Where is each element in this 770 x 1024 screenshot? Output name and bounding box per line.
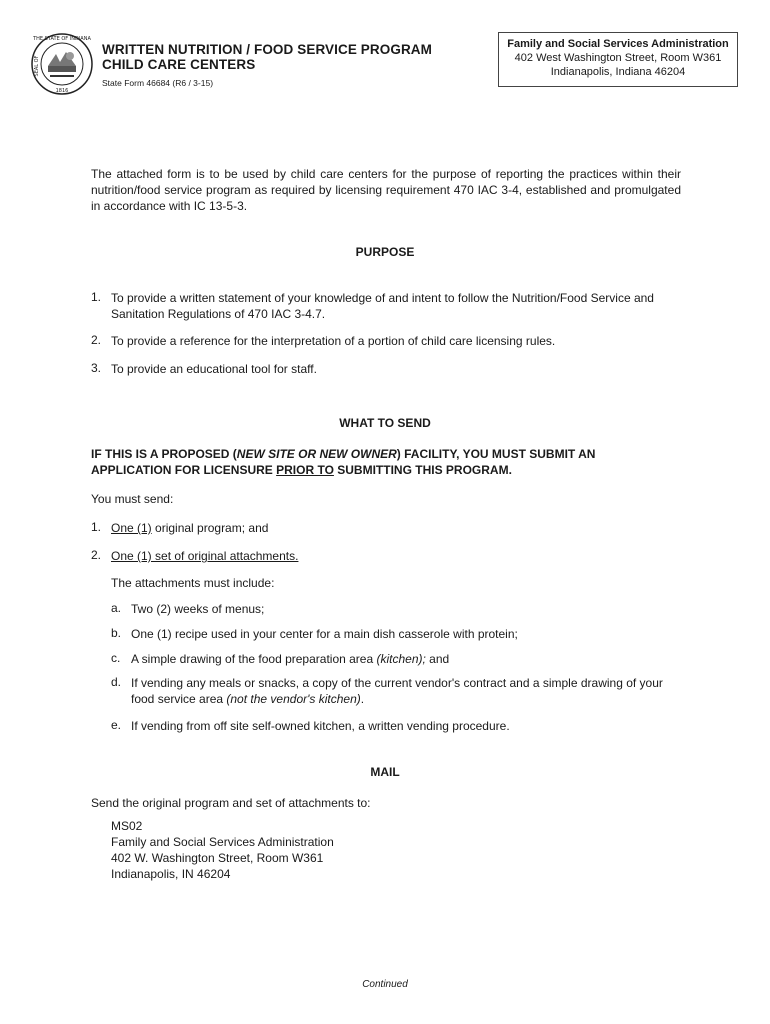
continued-label: Continued: [362, 979, 408, 990]
purpose-item-text: To provide a written statement of your knowledge of and intent to follow the Nutrition/Food Service and Sanitation Regulations of 470 IAC 3-4.7.: [111, 291, 654, 321]
title-line-1: WRITTEN NUTRITION / FOOD SERVICE PROGRAM: [102, 42, 433, 57]
mail-address-line: MS02: [111, 819, 143, 833]
send-item-text: One (1) original program; and: [111, 521, 269, 535]
notice-line2-underlined: PRIOR TO: [276, 463, 334, 477]
attachments-intro: The attachments must include:: [111, 576, 275, 590]
agency-address-box: [498, 32, 738, 87]
attachment-letter: c.: [111, 651, 121, 665]
mail-address-line: 402 W. Washington Street, Room W361: [111, 851, 324, 865]
attachment-text: Two (2) weeks of menus;: [131, 602, 265, 616]
purpose-item-text: To provide a reference for the interpretation of a portion of child care licensing rules.: [111, 334, 556, 348]
attachment-letter: a.: [111, 601, 122, 615]
attachment-letter: b.: [111, 626, 122, 640]
mail-heading: MAIL: [370, 765, 400, 779]
attachment-letter: e.: [111, 718, 122, 732]
form-title: [102, 42, 432, 72]
intro-paragraph: The attached form is to be used by child care centers for the purpose of reporting the practices within their nutrition/food service program as required by licensing requirement 470 IAC 3-4, established and promulgated in accordance with IC 13-5-3.: [91, 167, 681, 213]
notice-italic: NEW SITE OR NEW OWNER: [236, 447, 397, 461]
mail-address-line: Family and Social Services Administration: [111, 835, 334, 849]
state-seal-logo: [30, 32, 94, 96]
attachment-text: A simple drawing of the food preparation area (kitchen); and: [131, 652, 450, 666]
attachment-text: One (1) recipe used in your center for a main dish casserole with protein;: [131, 627, 518, 641]
purpose-item-number: 1.: [91, 290, 102, 304]
agency-street: 402 West Washington Street, Room W361: [514, 52, 722, 64]
svg-text:SEAL OF: SEAL OF: [34, 55, 40, 77]
svg-text:1816: 1816: [55, 88, 69, 94]
mail-address-line: Indianapolis, IN 46204: [111, 867, 231, 881]
purpose-item-number: 2.: [91, 333, 102, 347]
notice-line2-part-1: APPLICATION FOR LICENSURE: [91, 463, 277, 477]
agency-city: Indianapolis, Indiana 46204: [550, 66, 686, 78]
send-item-number: 2.: [91, 548, 102, 562]
purpose-heading: PURPOSE: [355, 245, 415, 259]
mailing-address: [111, 818, 334, 882]
notice-part-2: ) FACILITY, YOU MUST SUBMIT AN: [396, 447, 596, 461]
svg-text:THE STATE OF INDIANA: THE STATE OF INDIANA: [33, 36, 91, 42]
attachment-letter: d.: [111, 675, 122, 689]
form-number: State Form 46684 (R6 / 3-15): [102, 78, 214, 88]
send-item-text: One (1) set of original attachments.: [111, 549, 299, 563]
agency-name: Family and Social Services Administration: [507, 38, 729, 50]
attachment-text: If vending any meals or snacks, a copy of the current vendor's contract and a simple drawing of your food service area (not the vendor's kitchen).: [131, 676, 663, 706]
purpose-item-number: 3.: [91, 361, 102, 375]
proposed-facility-notice: [91, 446, 595, 478]
notice-part-1: IF THIS IS A PROPOSED (: [91, 447, 237, 461]
purpose-item-text: To provide an educational tool for staff.: [111, 362, 317, 376]
attachment-text: If vending from off site self-owned kitchen, a written vending procedure.: [131, 719, 510, 733]
send-item-number: 1.: [91, 520, 102, 534]
title-line-2: CHILD CARE CENTERS: [102, 57, 256, 72]
mail-instruction: Send the original program and set of attachments to:: [91, 796, 371, 810]
what-to-send-heading: WHAT TO SEND: [339, 416, 431, 430]
you-must-send-label: You must send:: [91, 492, 174, 506]
notice-line2-part-2: SUBMITTING THIS PROGRAM.: [333, 463, 512, 477]
